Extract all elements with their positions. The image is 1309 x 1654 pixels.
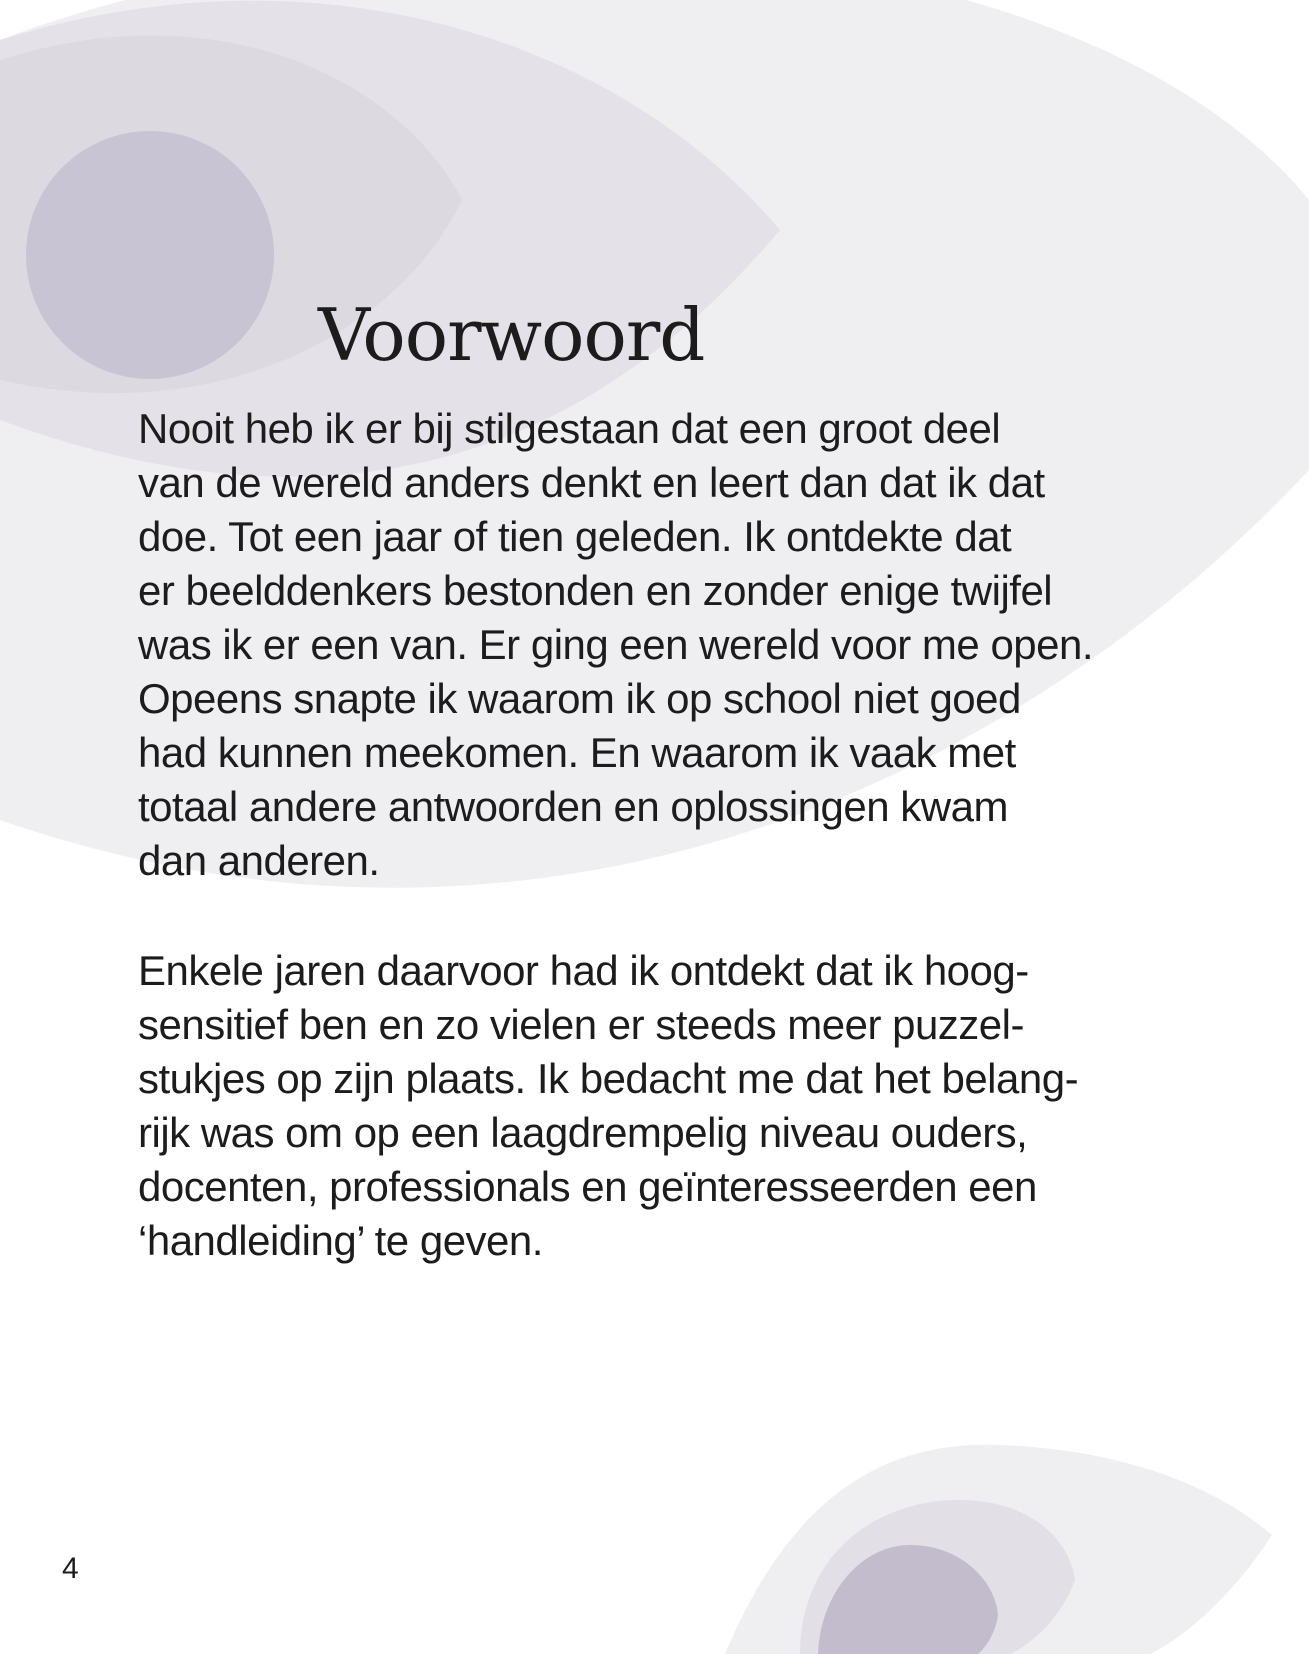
text-line: doe. Tot een jaar of tien geleden. Ik ontdekte dat (138, 513, 1012, 560)
text-line: Enkele jaren daarvoor had ik ontdekt dat ik hoog- (138, 947, 1029, 994)
page-number: 4 (62, 1552, 79, 1585)
text-line: had kunnen meekomen. En waarom ik vaak met (138, 729, 1016, 776)
paragraph-2 (138, 944, 1158, 1268)
text-line: Opeens snapte ik waarom ik op school niet goed (138, 675, 1021, 722)
text-line: ‘handleiding’ te geven. (138, 1217, 543, 1264)
text-line: totaal andere antwoorden en oplossingen kwam (138, 783, 1008, 830)
text-line: er beelddenkers bestonden en zonder enige twijfel (138, 567, 1053, 614)
text-line: was ik er een van. Er ging een wereld voor me open. (138, 621, 1094, 668)
text-line: van de wereld anders denkt en leert dan dat ik dat (138, 459, 1045, 506)
eye-iris-top (26, 131, 274, 379)
page-title: Voorwoord (318, 293, 705, 377)
text-line: rijk was om op een laagdrempelig niveau ouders, (138, 1109, 1028, 1156)
text-line: dan anderen. (138, 837, 380, 884)
text-line: stukjes op zijn plaats. Ik bedacht me dat het belang- (138, 1055, 1079, 1102)
paragraph-1 (138, 402, 1158, 888)
text-line: docenten, professionals en geïnteresseerden een (138, 1163, 1037, 1210)
text-line: sensitief ben en zo vielen er steeds meer puzzel- (138, 1001, 1024, 1048)
text-line: Nooit heb ik er bij stilgestaan dat een groot deel (138, 405, 1001, 452)
